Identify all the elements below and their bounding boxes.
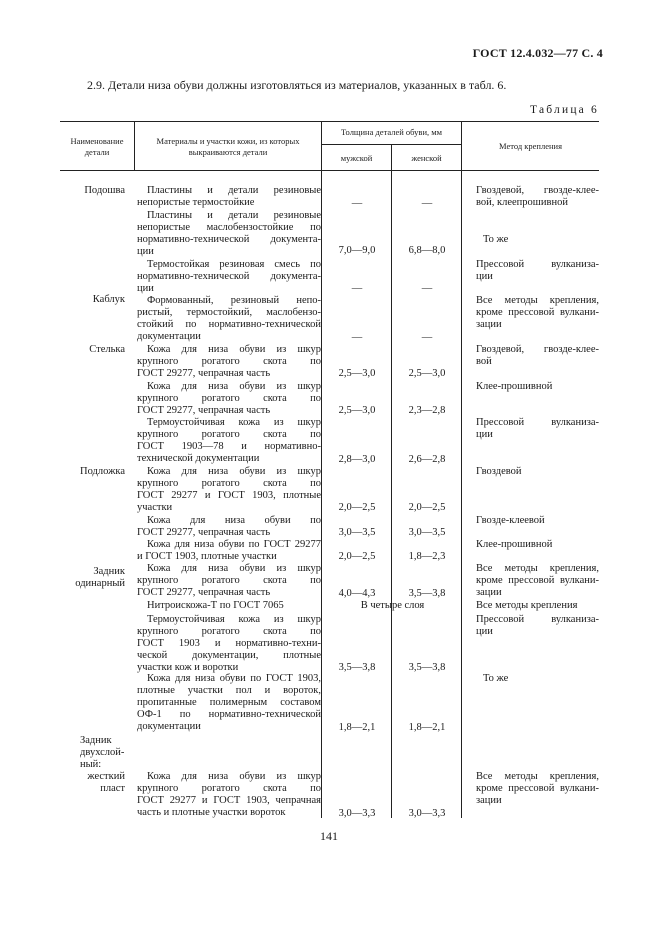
material-line: нормативно-технической документа- <box>137 234 321 246</box>
material-line: ГОСТ 29277 и ГОСТ 1903, плотные <box>137 490 321 502</box>
header-materials-line2: выкраиваются детали <box>188 147 268 157</box>
header-method: Метод крепления <box>499 141 562 151</box>
method-line: Прессовой вулканиза- <box>476 417 599 428</box>
material-cell <box>137 515 321 539</box>
material-cell <box>137 614 321 674</box>
column-divider-method <box>461 121 462 818</box>
method-line: ции <box>476 626 493 638</box>
method-cell <box>476 563 599 599</box>
method-line: Все методы крепления <box>476 600 578 611</box>
material-line: Кожа для низа обуви из шкур <box>147 771 321 782</box>
material-line: крупного рогатого скота по <box>137 783 321 795</box>
thickness-female: 2,0—2,5 <box>408 502 446 513</box>
material-cell <box>137 417 321 465</box>
method-line: кроме прессовой вулкани- <box>476 575 599 587</box>
material-line: крупного рогатого скота по <box>137 356 321 368</box>
header-thickness: Толщина деталей обуви, мм <box>341 127 442 137</box>
material-line: ГОСТ 29277, чепрачная часть <box>137 527 271 539</box>
method-cell <box>476 771 599 807</box>
thickness-female: — <box>421 332 433 343</box>
header-materials <box>135 136 321 158</box>
part-counter-double-line1: Задник <box>80 735 112 746</box>
method-line: Гвоздевой, гвозде-клее- <box>476 185 599 196</box>
method-cell <box>476 515 599 527</box>
thickness-male: 3,0—3,5 <box>338 527 376 538</box>
method-line: зации <box>476 795 502 807</box>
method-line: Клее-прошивной <box>476 539 553 550</box>
material-line: непористые маслобензостойкие по <box>137 222 321 234</box>
column-divider-male-female <box>391 144 392 818</box>
method-cell <box>483 673 599 685</box>
material-line: Нитроискожа-Т по ГОСТ 7065 <box>147 600 284 611</box>
table-top-rule <box>60 121 599 122</box>
material-line: ГОСТ 29277, чепрачная часть <box>137 405 271 417</box>
method-cell <box>476 417 599 441</box>
method-cell <box>476 381 599 393</box>
method-cell <box>483 234 599 246</box>
method-cell <box>476 600 599 612</box>
material-cell <box>137 673 321 733</box>
material-line: ции <box>137 246 154 258</box>
part-counter-single <box>60 566 125 590</box>
header-part-name <box>60 136 134 158</box>
method-line: Гвоздевой <box>476 466 522 477</box>
thickness-male: 7,0—9,0 <box>338 245 376 256</box>
material-line: крупного рогатого скота по <box>137 575 321 587</box>
material-line: Кожа для низа обуви из шкур <box>147 381 321 392</box>
material-cell <box>137 381 321 417</box>
part-hard-layer <box>60 771 125 795</box>
material-line: Кожа для низа обуви по <box>147 515 321 526</box>
method-line: зации <box>476 587 502 599</box>
thickness-female: 3,0—3,5 <box>408 527 446 538</box>
part-underlay: Подложка <box>80 466 125 477</box>
thickness-male: 3,5—3,8 <box>338 662 376 673</box>
thickness-female: 3,5—3,8 <box>408 588 446 599</box>
material-cell <box>137 466 321 514</box>
thickness-female: 2,3—2,8 <box>408 405 446 416</box>
method-cell <box>476 614 599 638</box>
thickness-female: 1,8—2,1 <box>408 722 446 733</box>
clause-text: 2.9. Детали низа обуви должны изготовляться из материалов, указанных в табл. 6. <box>87 78 507 92</box>
part-counter-double <box>80 735 145 771</box>
material-line: документации <box>137 331 201 343</box>
method-cell <box>476 295 599 331</box>
material-line: крупного рогатого скота по <box>137 429 321 441</box>
method-line: То же <box>483 234 509 245</box>
thickness-male: 2,5—3,0 <box>338 368 376 379</box>
material-line: ОФ-1 по нормативно-технической <box>137 709 321 721</box>
method-line: Все методы крепления, <box>476 563 599 574</box>
page-number: 141 <box>320 829 338 843</box>
thickness-male: — <box>351 198 363 209</box>
material-line: участки <box>137 502 173 514</box>
method-line: кроме прессовой вулкани- <box>476 783 599 795</box>
method-line: Гвоздевой, гвозде-клее- <box>476 344 599 355</box>
material-line: Термостойкая резиновая смесь по <box>147 259 321 270</box>
material-line: крупного рогатого скота по <box>137 478 321 490</box>
method-line: кроме прессовой вулкани- <box>476 307 599 319</box>
method-line: зации <box>476 319 502 331</box>
material-line: Пластины и детали резиновые <box>147 185 321 196</box>
part-counter-single-line2: одинарный <box>75 578 125 590</box>
method-line: вой, клеепрошивной <box>476 197 568 209</box>
thickness-male: 3,0—3,3 <box>338 808 376 819</box>
thickness-female: — <box>421 283 433 294</box>
thickness-male: 2,8—3,0 <box>338 454 376 465</box>
thickness-male: — <box>351 332 363 343</box>
header-bottom-rule <box>60 170 599 171</box>
material-line: технической документации <box>137 453 260 465</box>
header-female: женской <box>411 153 442 163</box>
material-line: и ГОСТ 1903, плотные участки <box>137 551 277 563</box>
part-counter-double-line3: ный: <box>80 759 102 771</box>
material-line: Кожа для низа обуви из шкур <box>147 344 321 355</box>
part-heel: Каблук <box>92 294 125 305</box>
material-cell <box>137 185 321 209</box>
method-line: ции <box>476 271 493 283</box>
material-line: Термоустойчивая кожа из шкур <box>147 417 321 428</box>
method-line: Прессовой вулканиза- <box>476 614 599 625</box>
thickness-male: 2,0—2,5 <box>338 551 376 562</box>
material-cell <box>137 295 321 343</box>
method-line: ции <box>476 429 493 441</box>
material-line: непористые термостойкие <box>137 197 255 209</box>
header-part-name-line1: Наименование <box>70 136 124 146</box>
method-cell <box>476 259 599 283</box>
material-line: ГОСТ 29277 и ГОСТ 1903, чепрачная <box>137 795 321 807</box>
thickness-male: — <box>351 283 363 294</box>
material-line: крупного рогатого скота по <box>137 626 321 638</box>
material-line: Формованный, резиновый непо- <box>147 295 321 306</box>
thickness-male: 2,0—2,5 <box>338 502 376 513</box>
part-sole: Подошва <box>84 185 125 196</box>
material-cell <box>137 539 321 563</box>
thickness-both: В четыре слоя <box>360 600 425 611</box>
material-line: стойкий по нормативно-технической <box>137 319 321 331</box>
material-cell <box>137 210 321 258</box>
method-line: Клее-прошивной <box>476 381 553 392</box>
part-counter-double-line2: двухслой- <box>80 747 125 759</box>
method-cell <box>476 539 599 551</box>
material-cell <box>137 259 321 295</box>
material-line: пропитанные полимерным составом <box>137 697 321 709</box>
material-line: Кожа для низа обуви из шкур <box>147 563 321 574</box>
column-divider-materials <box>321 121 322 818</box>
material-line: ГОСТ 1903—78 и нормативно- <box>137 441 321 453</box>
thickness-male: 1,8—2,1 <box>338 722 376 733</box>
material-line: крупного рогатого скота по <box>137 393 321 405</box>
table-caption: Таблица 6 <box>530 104 599 116</box>
material-cell <box>137 563 321 599</box>
material-line: ГОСТ 29277, чепрачная часть <box>137 587 271 599</box>
method-cell <box>476 344 599 368</box>
page-header-reference: ГОСТ 12.4.032—77 С. 4 <box>472 46 603 60</box>
thickness-female: — <box>421 198 433 209</box>
method-line: Все методы крепления, <box>476 771 599 782</box>
material-line: Термоустойчивая кожа из шкур <box>147 614 321 625</box>
material-cell <box>137 600 321 612</box>
method-cell <box>476 185 599 209</box>
header-materials-line1: Материалы и участки кожи, из которых <box>156 136 300 146</box>
thickness-female: 1,8—2,3 <box>408 551 446 562</box>
material-line: ристый, термостойкий, маслобензо- <box>137 307 321 319</box>
material-line: Кожа для низа обуви из шкур <box>147 466 321 477</box>
material-line: часть и плотные участки вороток <box>137 807 286 819</box>
method-line: вой <box>476 356 492 368</box>
thickness-female: 3,0—3,3 <box>408 808 446 819</box>
part-insole: Стелька <box>89 344 125 355</box>
material-line: Кожа для низа обуви по ГОСТ 1903, <box>147 673 321 684</box>
header-male: мужской <box>340 153 373 163</box>
material-line: плотные участки пол и вороток, <box>137 685 321 697</box>
header-part-name-line2: детали <box>84 147 110 157</box>
material-line: ГОСТ 29277, чепрачная часть <box>137 368 271 380</box>
material-line: участки кож и воротки <box>137 662 239 674</box>
method-line: То же <box>483 673 509 684</box>
thickness-male: 2,5—3,0 <box>338 405 376 416</box>
method-line: Прессовой вулканиза- <box>476 259 599 270</box>
thickness-male: 4,0—4,3 <box>338 588 376 599</box>
part-hard-layer-line2: пласт <box>100 783 125 795</box>
thickness-female: 6,8—8,0 <box>408 245 446 256</box>
method-line: Все методы крепления, <box>476 295 599 306</box>
part-counter-single-line1: Задник <box>93 566 125 577</box>
material-line: ГОСТ 1903 и нормативно-техни- <box>137 638 321 650</box>
thickness-female: 2,5—3,0 <box>408 368 446 379</box>
thickness-female: 3,5—3,8 <box>408 662 446 673</box>
material-line: Кожа для низа обуви по ГОСТ 29277 <box>147 539 321 550</box>
material-line: ции <box>137 283 154 295</box>
method-line: Гвозде-клеевой <box>476 515 545 526</box>
part-hard-layer-line1: жесткий <box>87 771 125 782</box>
thickness-female: 2,6—2,8 <box>408 454 446 465</box>
material-line: ческой документации, плотные <box>137 650 321 662</box>
material-cell <box>137 344 321 380</box>
material-cell <box>137 771 321 819</box>
material-line: нормативно-технической документа- <box>137 271 321 283</box>
material-line: Пластины и детали резиновые <box>147 210 321 221</box>
method-cell <box>476 466 599 478</box>
material-line: документации <box>137 721 201 733</box>
